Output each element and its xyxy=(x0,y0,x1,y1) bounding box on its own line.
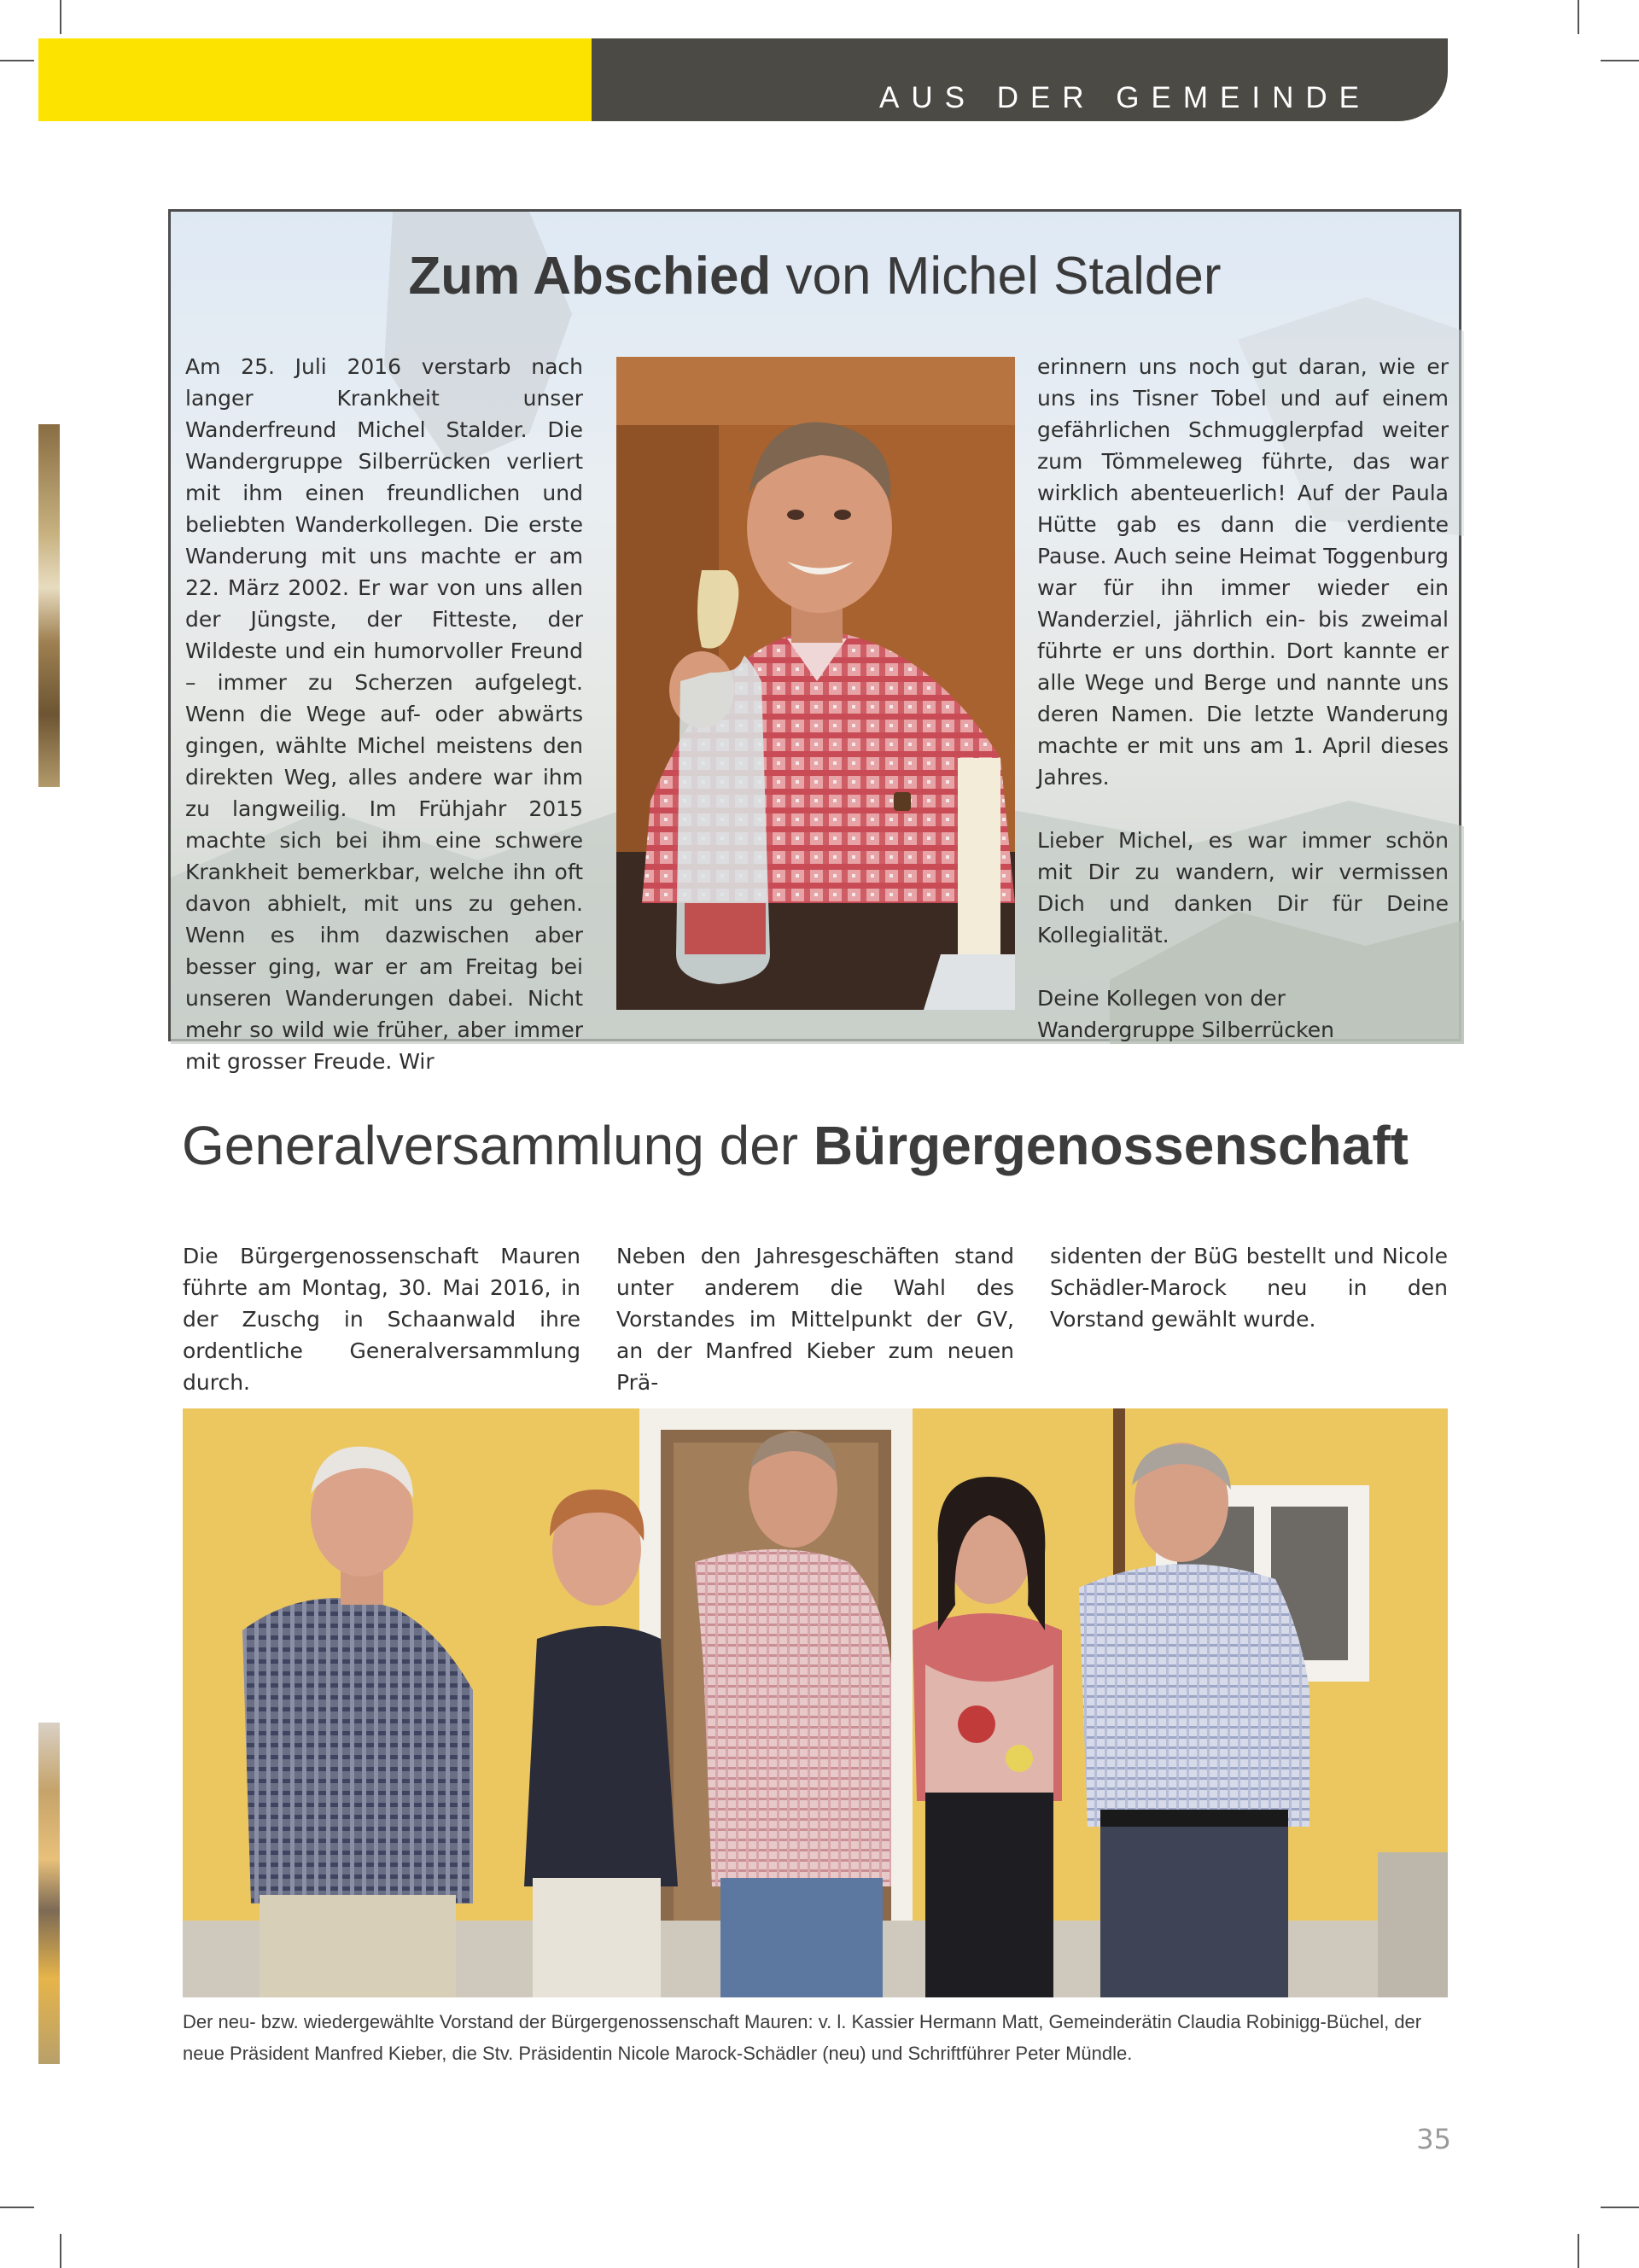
crop-mark xyxy=(1578,2234,1579,2268)
article-column-2: Neben den Jahresgeschäften stand unter anderem die Wahl des Vorstandes im Mittelpunkt der GV, an der Manfred Kieber zum neuen Prä- xyxy=(616,1244,1014,1395)
edge-photo-sliver xyxy=(38,1723,60,2064)
portrait-photo xyxy=(616,357,1015,1010)
crop-mark xyxy=(1601,60,1639,61)
group-photo xyxy=(183,1408,1448,1997)
crop-mark xyxy=(60,0,61,34)
article-heading: Generalversammlung der Bürgergenossenschaft xyxy=(182,1115,1409,1176)
obituary-title: Zum Abschied von Michel Stalder xyxy=(408,247,1222,306)
crop-mark xyxy=(1578,0,1579,34)
article-column-1: Die Bürgergenossenschaft Mauren führte am Montag, 30. Mai 2016, in der Zuschg in Schaanwald ihre ordentliche Generalversammlung durch. xyxy=(183,1244,580,1395)
obituary-column-1: Am 25. Juli 2016 verstarb nach langer Krankheit unser Wanderfreund Michel Stalder. Die Wandergruppe Silberrücken verliert mit ihm einen freundlichen und beliebten Wanderkollegen. Die erste Wanderung mit uns machte er am 22. März 2002. Er war von uns allen der Jüngste, der Fitteste, der Wildeste und ein humorvoller Freund – immer zu Scherzen aufgelegt. Wenn die Wege auf- oder abwärts gingen, wählte Michel meistens den direkten Weg, alles andere war ihm zu langweilig. Im Frühjahr 2015 machte sich bei ihm eine schwere Krankheit bemerkbar, welche ihn oft davon abhielt, mit uns zu gehen. Wenn es ihm dazwischen aber besser ging, war er am Freitag bei unseren Wanderungen dabei. Nicht mehr so wild wie früher, aber immer mit grosser Freude. Wir xyxy=(185,354,583,1074)
page-number: 35 xyxy=(1416,2123,1451,2155)
edge-photo-sliver xyxy=(38,424,60,787)
article-column-3: sidenten der BüG bestellt und Nicole Schädler-Marock neu in den Vorstand gewählt wurde. xyxy=(1050,1244,1448,1332)
photo-caption: Der neu- bzw. wiedergewählte Vorstand der Bürgergenossenschaft Mauren: v. l. Kassier Hermann Matt, Gemeinderätin Claudia Robinigg-Büchel, der neue Präsident Manfred Kieber, die Stv. Präsidentin Nicole Marock-Schädler (neu) und Schriftführer Peter Mündle. xyxy=(183,2011,1422,2064)
header-accent-bar xyxy=(38,38,592,121)
crop-mark xyxy=(60,2234,61,2268)
obituary-column-3: erinnern uns noch gut daran, wie er uns ins Tisner Tobel und auf einem gefährlichen Schmugglerpfad weiter zum Tömmeleweg führte, das war wirklich abenteuerlich! Auf der Paula Hütte gab es dann die verdiente Pause. Auch seine Heimat Toggenburg war für ihn immer wieder ein Wanderziel, jährlich ein- bis zweimal führte er uns dorthin. Dort kannte er alle Wege und Berge und nannte uns deren Namen. Die letzte Wanderung machte er mit uns am 1. April dieses Jahres. Lieber Michel, es war immer schön mit Dir zu wandern, wir vermissen Dich und danken Dir für Deine Kollegialität. Deine Kollegen von der Wandergruppe Silberrücken xyxy=(1037,354,1449,1042)
header-bar xyxy=(592,38,1448,121)
crop-mark xyxy=(0,2207,34,2208)
crop-mark xyxy=(1601,2207,1639,2208)
section-title: AUS DER GEMEINDE xyxy=(879,81,1371,114)
crop-mark xyxy=(0,60,34,61)
